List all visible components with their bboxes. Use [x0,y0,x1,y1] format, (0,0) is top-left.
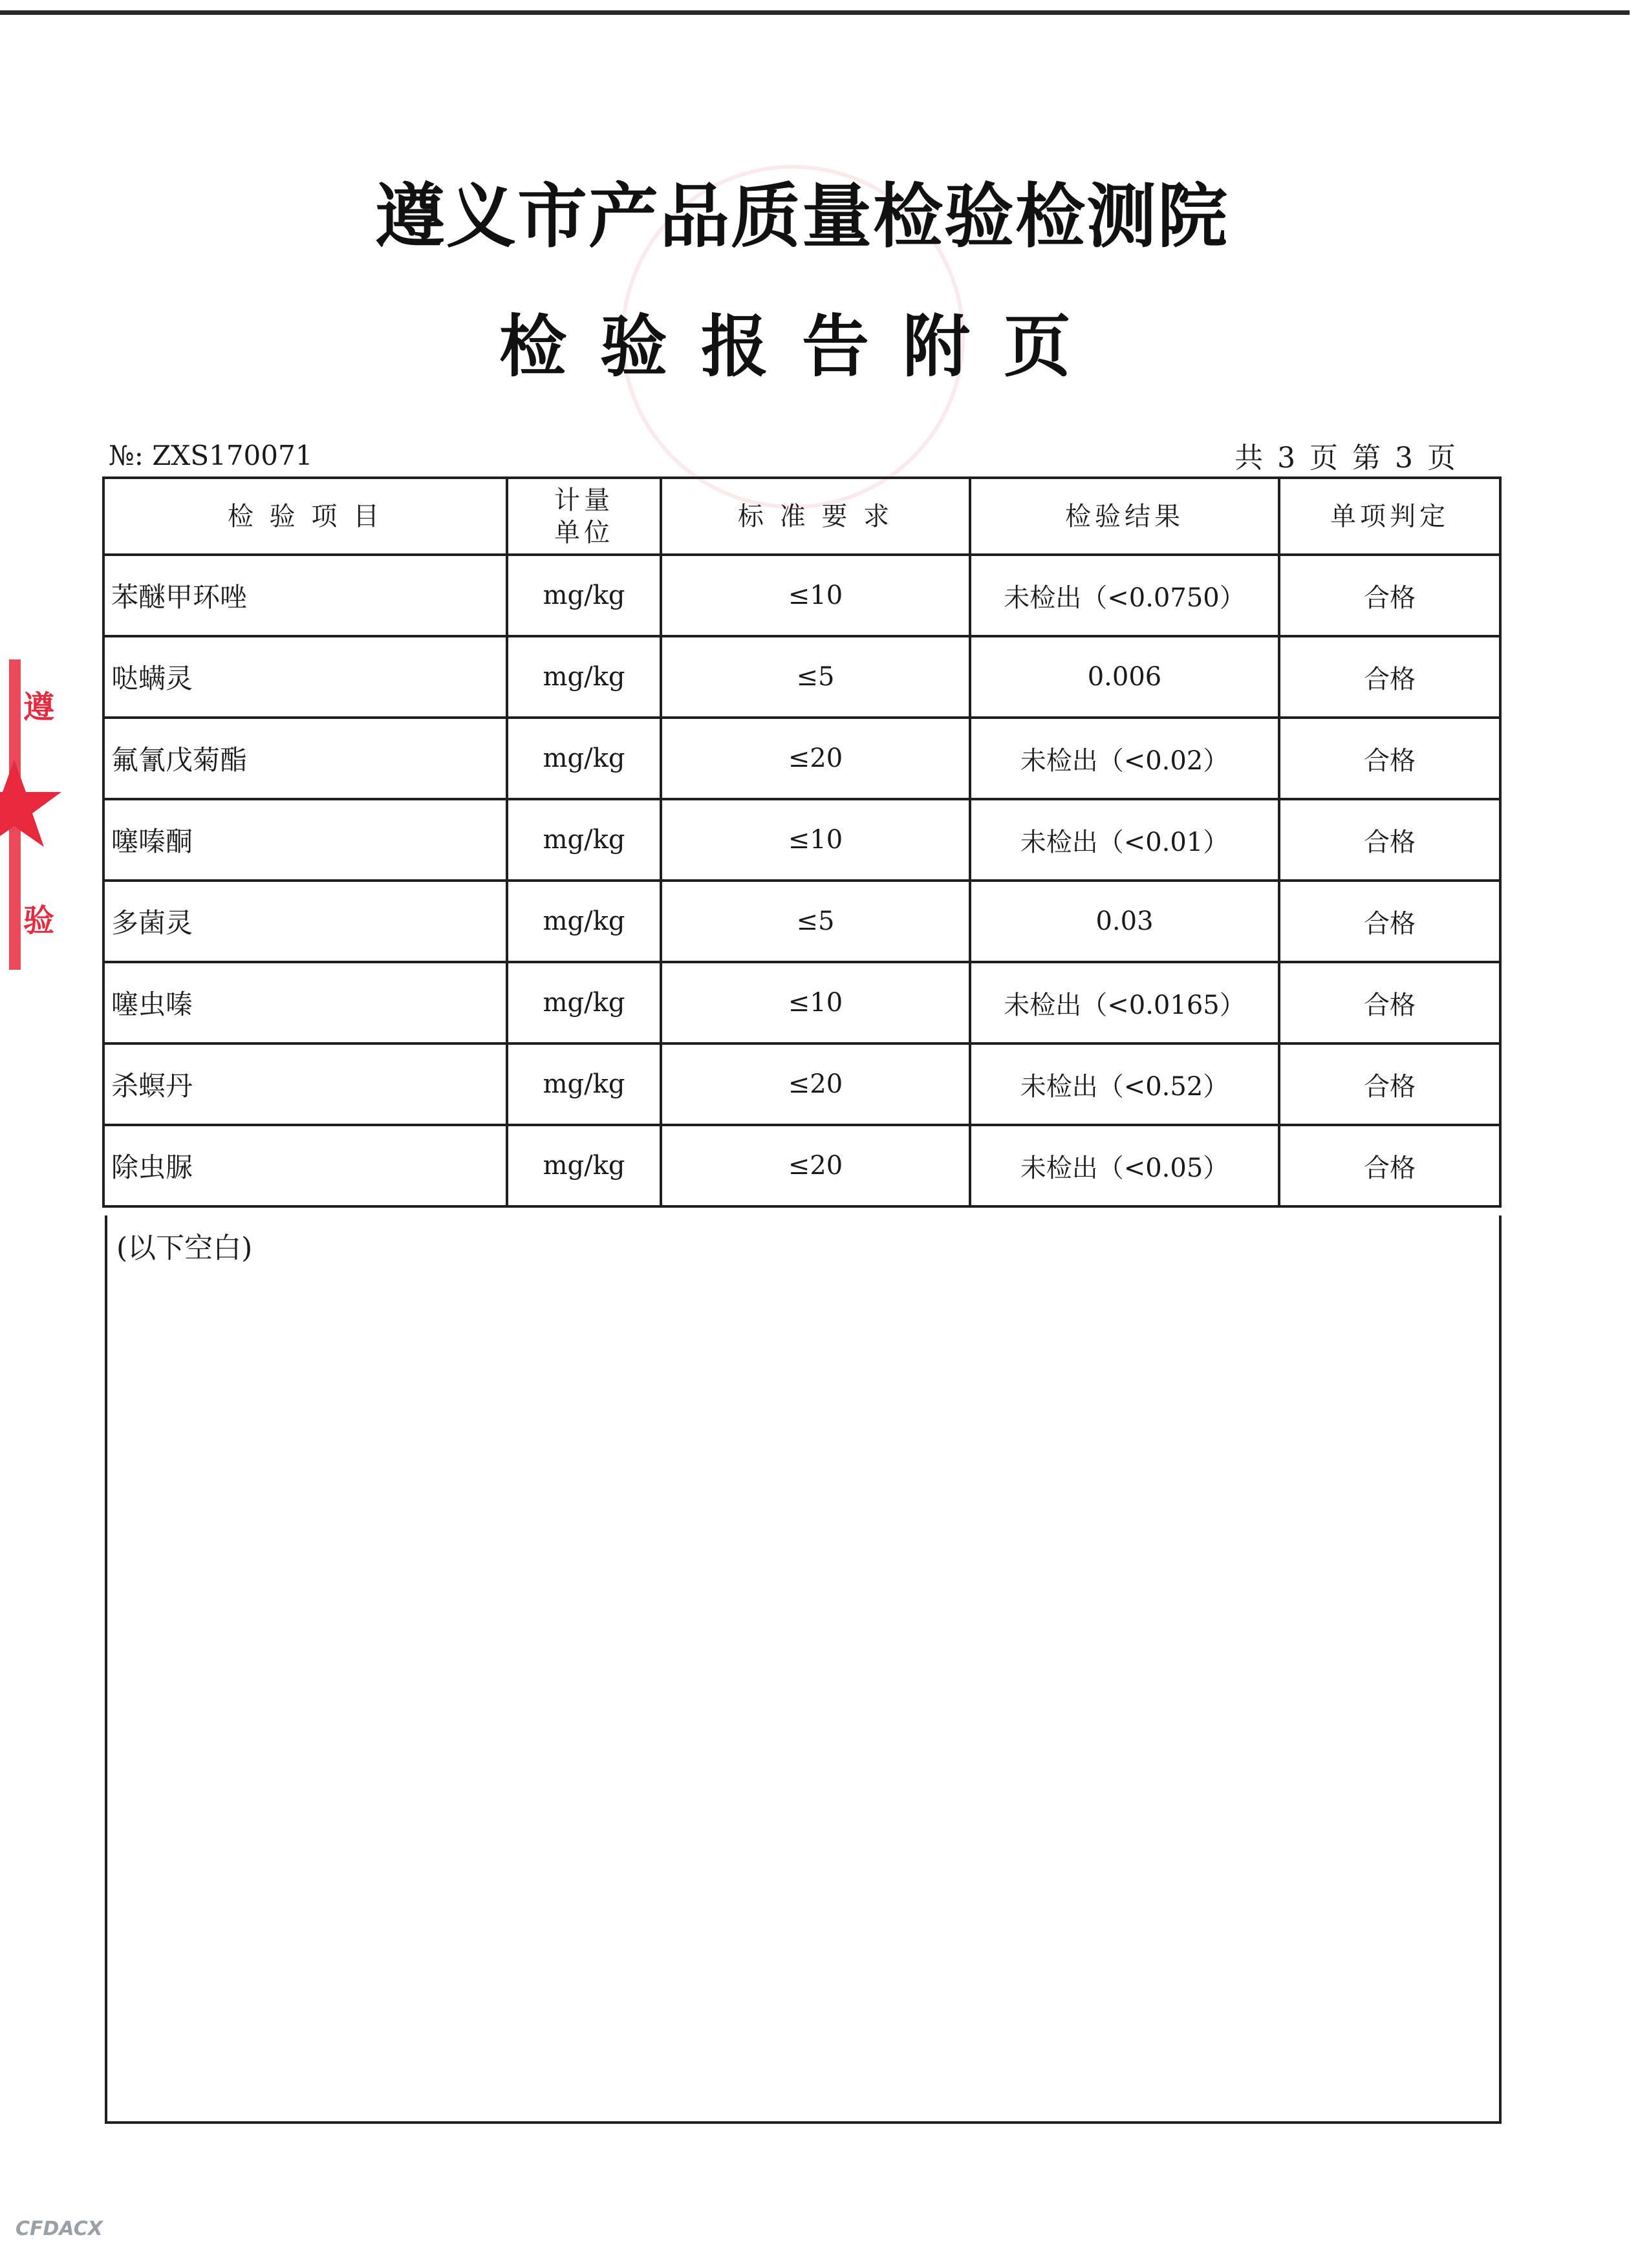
col-header-verdict: 单项判定 [1279,478,1500,555]
cell-unit: mg/kg [507,1043,661,1125]
footer-watermark: CFDACX [16,2218,103,2240]
cell-result: 未检出（<0.0750） [970,555,1279,636]
cell-result: 0.006 [970,636,1279,718]
cell-unit: mg/kg [507,962,661,1043]
cell-verdict: 合格 [1279,718,1500,799]
cell-result: 未检出（<0.01） [970,799,1279,881]
cell-result: 未检出（<0.52） [970,1043,1279,1125]
cell-result: 0.03 [970,881,1279,962]
blank-area [105,1215,1502,2124]
cell-standard: ≤5 [661,636,970,718]
cell-item: 噻虫嗪 [103,962,507,1043]
table-row [103,881,1500,962]
cell-verdict: 合格 [1279,881,1500,962]
col-header-item: 检 验 项 目 [103,478,507,555]
svg-text:验: 验 [23,903,55,939]
col-header-result: 检验结果 [970,478,1279,555]
table-row [103,799,1500,881]
cell-standard: ≤10 [661,555,970,636]
table-row [103,962,1500,1043]
cell-item: 除虫脲 [103,1125,507,1206]
cell-item: 杀螟丹 [103,1043,507,1125]
col-header-unit: 计量 单位 [507,478,661,555]
cell-standard: ≤10 [661,799,970,881]
table-row [103,1125,1500,1206]
cell-verdict: 合格 [1279,1043,1500,1125]
cell-item: 噻嗪酮 [103,799,507,881]
table-row [103,718,1500,799]
cell-result: 未检出（<0.02） [970,718,1279,799]
cell-standard: ≤20 [661,1125,970,1206]
inspection-table [102,476,1502,1208]
cell-item: 氟氰戊菊酯 [103,718,507,799]
col-header-standard: 标 准 要 求 [661,478,970,555]
report-subtitle: 检验报告附页 [499,306,1105,386]
cell-standard: ≤10 [661,962,970,1043]
cell-unit: mg/kg [507,881,661,962]
cell-result: 未检出（<0.05） [970,1125,1279,1206]
cell-unit: mg/kg [507,636,661,718]
cell-verdict: 合格 [1279,555,1500,636]
page-info: 共 3 页 第 3 页 [1234,442,1458,475]
cell-result: 未检出（<0.0165） [970,962,1279,1043]
cell-unit: mg/kg [507,555,661,636]
cell-item: 哒螨灵 [103,636,507,718]
cell-verdict: 合格 [1279,799,1500,881]
cell-verdict: 合格 [1279,962,1500,1043]
cell-unit: mg/kg [507,1125,661,1206]
svg-text:遵: 遵 [23,689,55,725]
report-number: №: ZXS170071 [109,440,313,471]
red-seal-stamp [0,647,71,976]
cell-item: 苯醚甲环唑 [103,555,507,636]
institute-title: 遵义市产品质量检验检测院 [374,176,1229,257]
cell-unit: mg/kg [507,718,661,799]
table-row [103,1043,1500,1125]
cell-verdict: 合格 [1279,636,1500,718]
cell-standard: ≤20 [661,718,970,799]
cell-standard: ≤20 [661,1043,970,1125]
top-border-rule [0,10,1630,15]
cell-item: 多菌灵 [103,881,507,962]
table-header-row [103,478,1500,555]
cell-verdict: 合格 [1279,1125,1500,1206]
table-row [103,636,1500,718]
cell-standard: ≤5 [661,881,970,962]
cell-unit: mg/kg [507,799,661,881]
blank-note: (以下空白) [116,1232,253,1265]
table-row [103,555,1500,636]
